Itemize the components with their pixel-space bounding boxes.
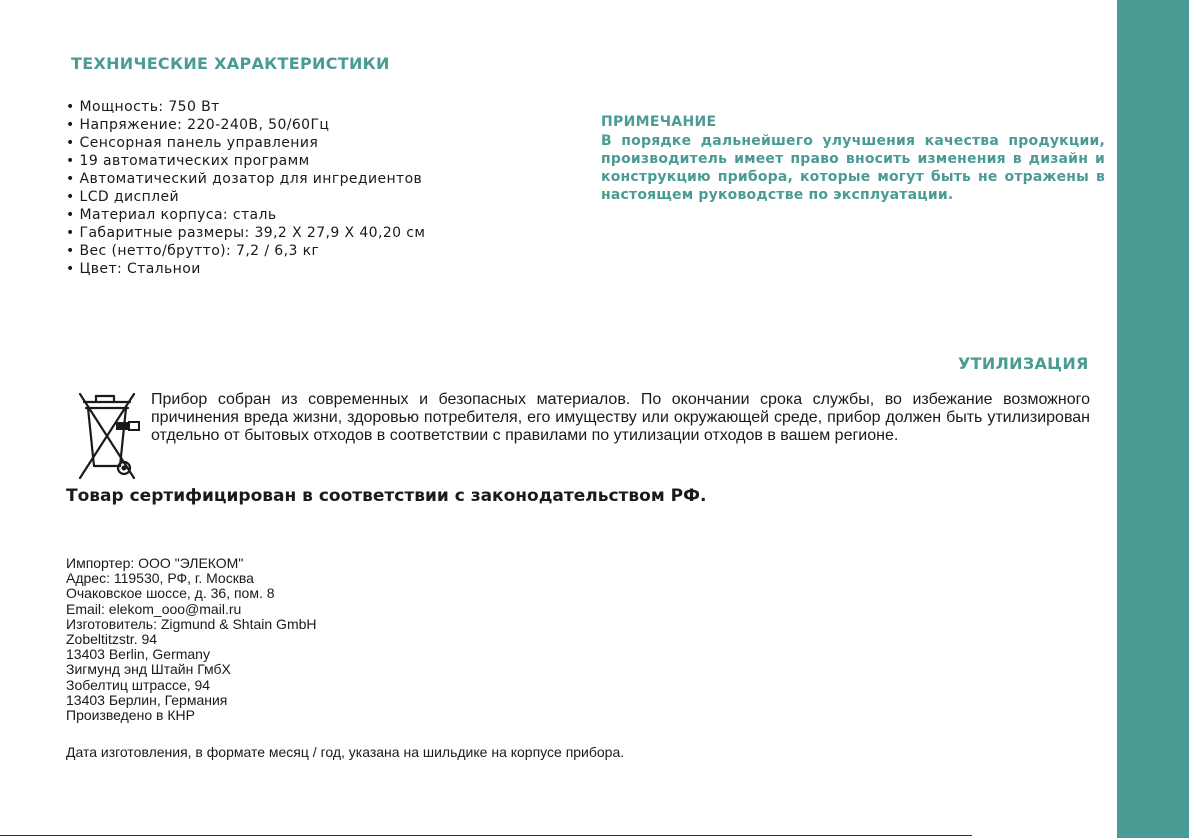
importer-line: Очаковское шоссе, д. 36, пом. 8 (66, 585, 275, 602)
note-text: В порядке дальнейшего улучшения качества продукции, производитель имеет право вносить изменения в дизайн и конструкцию прибора, которые могут быть не отражены в настоящем руководстве по эксплуатации. (601, 133, 1105, 203)
spec-item: • Мощность: 750 Вт (66, 98, 425, 116)
disposal-title: УТИЛИЗАЦИЯ (958, 354, 1089, 373)
spec-item: • Вес (нетто/брутто): 7,2 / 6,3 кг (66, 242, 425, 260)
importer-email: Email: elekom_ooo@mail.ru (66, 600, 242, 617)
spec-item: • Автоматический дозатор для ингредиентов (66, 170, 425, 188)
certification-text: Товар сертифицирован в соответствии с законодательством РФ. (66, 486, 707, 506)
spec-item: • Сенсорная панель управления (66, 134, 425, 152)
manufacture-date-note: Дата изготовления, в формате месяц / год, указана на шильдике на корпусе прибора. (66, 744, 625, 760)
importer-line: 13403 Берлин, Германия (66, 691, 228, 708)
disposal-text: Прибор собран из современных и безопасных материалов. По окончании срока службы, во избежание возможного причинения вреда жизни, здоровью потребителя, его имуществу или окружающей среде, прибор должен быть утилизирован отдельно от бытовых отходов в соответствии с правилами по утилизации отходов в вашем регионе. (151, 391, 1090, 444)
crossed-out-wheelie-bin-icon (74, 388, 142, 480)
importer-line: Zobeltitzstr. 94 (66, 631, 158, 648)
spec-item: • Напряжение: 220-240В, 50/60Гц (66, 116, 425, 134)
specs-title: ТЕХНИЧЕСКИЕ ХАРАКТЕРИСТИКИ (71, 54, 390, 73)
importer-line: Адрес: 119530, РФ, г. Москва (66, 570, 254, 587)
importer-line: Произведено в КНР (66, 707, 195, 724)
importer-line: Импортер: ООО "ЭЛЕКОМ" (66, 555, 244, 571)
side-color-bar (1117, 0, 1189, 838)
spec-item: • LCD дисплей (66, 188, 425, 206)
importer-line: 13403 Berlin, Germany (66, 646, 210, 663)
spec-item: • Цвет: Стальнои (66, 260, 425, 278)
importer-line: Изготовитель: Zigmund & Shtain GmbH (66, 615, 317, 632)
specs-list (66, 98, 425, 278)
importer-line: Зигмунд энд Штайн ГмбХ (66, 661, 231, 678)
note-title: ПРИМЕЧАНИЕ (601, 114, 717, 130)
spec-item: • Материал корпуса: сталь (66, 206, 425, 224)
bottom-rule (0, 835, 972, 836)
importer-block (66, 556, 317, 723)
spec-item: • Габаритные размеры: 39,2 Х 27,9 Х 40,20 см (66, 224, 425, 242)
importer-line: Зобелтиц штрассе, 94 (66, 676, 211, 693)
spec-item: • 19 автоматических программ (66, 152, 425, 170)
